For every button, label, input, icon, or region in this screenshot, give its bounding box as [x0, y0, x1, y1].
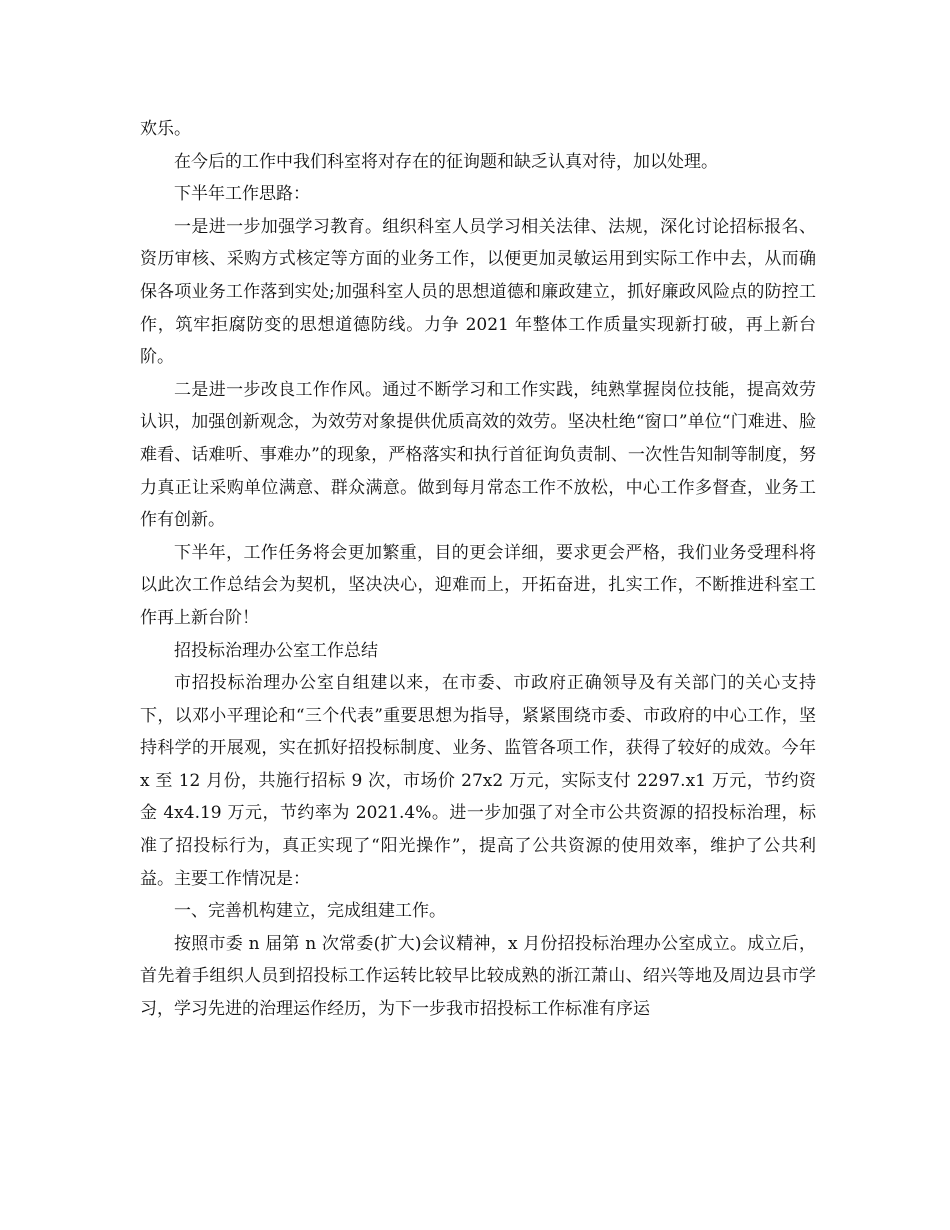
paragraph: 在今后的工作中我们科室将对存在的征询题和缺乏认真对待，加以处理。 [174, 151, 718, 172]
paragraph: 按照市委 n 届第 n 次常委(扩大)会议精神，x 月份招投标治理办公室成立。成立后，首先着手组织人员到招投标工作运转比较早比较成熟的浙江萧山、绍兴等地及周边县市学习，学习先进的治理运作经历，为下一步我市招投标工作标准有序运 [140, 933, 816, 1020]
paragraph: 二是进一步改良工作作风。通过不断学习和工作实践，纯熟掌握岗位技能，提高效劳认识，加强创新观念，为效劳对象提供优质高效的效劳。坚决杜绝“窗口”单位“门难进、脸难看、话难听、事难办”的现象，严格落实和执行首征询负责制、一次性告知制等制度，努力真正让采购单位满意、群众满意。做到每月常态工作不放松，中心工作多督查，业务工作有创新。 [140, 379, 816, 531]
paragraph: 下半年工作思路： [174, 184, 310, 205]
paragraph: 欢乐。 [140, 119, 191, 139]
paragraph: 一是进一步加强学习教育。组织科室人员学习相关法律、法规，深化讨论招标报名、资历审核、采购方式核定等方面的业务工作，以便更加灵敏运用到实际工作中去，从而确保各项业务工作落到实处;加强科室人员的思想道德和廉政建立，抓好廉政风险点的防控工作，筑牢拒腐防变的思想道德防线。力争 2021 年整体工作质量实现新打破，再上新台阶。 [140, 216, 816, 368]
paragraph: 一、完善机构建立，完成组建工作。 [174, 901, 446, 922]
section-heading: 招投标治理办公室工作总结 [174, 640, 378, 661]
document-body [140, 113, 816, 1026]
paragraph: 下半年，工作任务将会更加繁重，目的更会详细，要求更会严格，我们业务受理科将以此次工作总结会为契机，坚决决心，迎难而上，开拓奋进，扎实工作，不断推进科室工作再上新台阶！ [140, 542, 816, 628]
paragraph: 市招投标治理办公室自组建以来，在市委、市政府正确领导及有关部门的关心支持下，以邓小平理论和“三个代表”重要思想为指导，紧紧围绕市委、市政府的中心工作，坚持科学的开展观，实在抓好招投标制度、业务、监管各项工作，获得了较好的成效。今年 x 至 12 月份，共施行招标 9 次，市场价 27x2 万元，实际支付 2297.x1 万元，节约资金 4x4.19 万元，节约率为 2021.4%。进一步加强了对全市公共资源的招投标治理，标准了招投标行为，真正实现了“阳光操作”，提高了公共资源的使用效率，维护了公共利益。主要工作情况是： [140, 673, 816, 889]
